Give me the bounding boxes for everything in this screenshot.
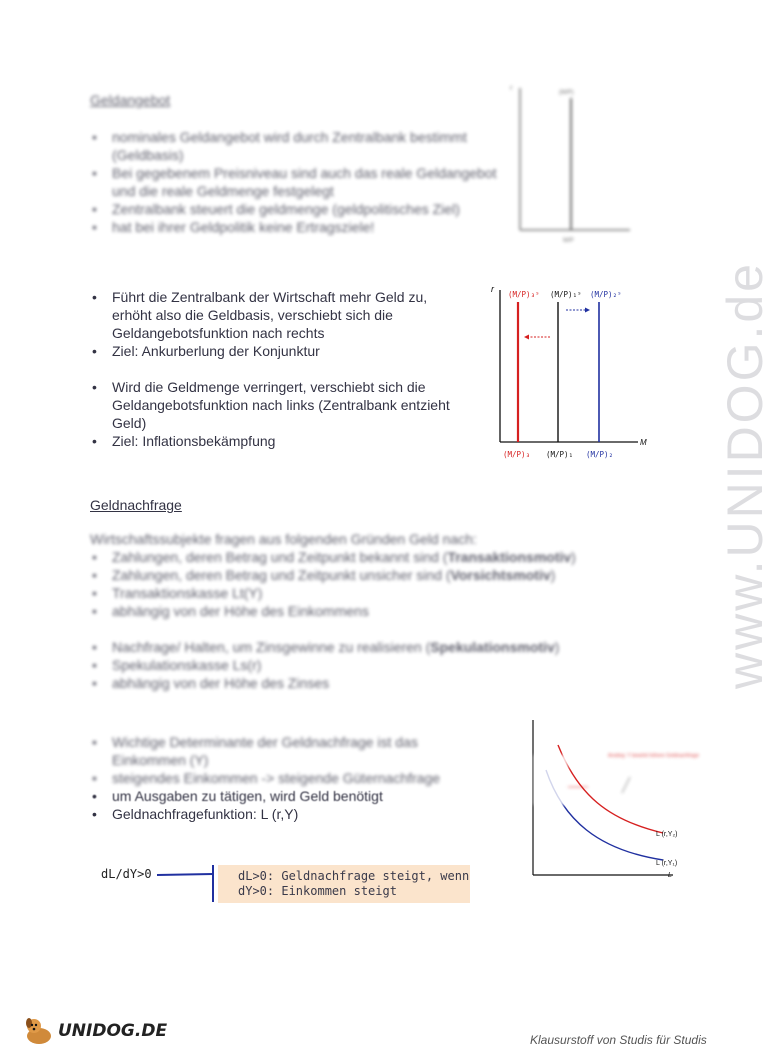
- bullet-list: [90, 548, 630, 692]
- footer-tagline: Klausurstoff von Studis für Studis: [530, 1033, 707, 1047]
- list-item: • Transaktionskasse Lt(Y): [90, 584, 630, 602]
- bullet-list: [90, 288, 460, 450]
- intro-text: Wirtschaftssubjekte fragen aus folgenden Gründen Geld nach:: [90, 531, 477, 547]
- list-item: • abhängig von der Höhe des Einkommens: [90, 602, 630, 620]
- top-label-red: (M/P)₃ˢ: [508, 290, 540, 299]
- dog-logo-icon: [22, 1016, 56, 1046]
- list-item: • Geldnachfragefunktion: L (r,Y): [90, 805, 470, 823]
- annotation-group: [534, 753, 699, 805]
- footer-logo: [22, 1016, 167, 1046]
- bullet-list: [90, 128, 510, 236]
- bottom-label-black: (M/P)₁: [546, 450, 574, 459]
- curve-label-red: L (r,Y₂): [656, 831, 678, 838]
- watermark-text: www.UNIDOG.de: [717, 261, 773, 689]
- list-item: • Führt die Zentralbank der Wirtschaft mehr Geld zu, erhöht also die Geldbasis, verschiebt sich die Geldangebotsfunktion nach rechts: [90, 288, 460, 342]
- top-label-black: (M/P)₁ˢ: [550, 290, 582, 299]
- axis-label-l: L: [668, 872, 672, 879]
- list-item: • Zahlungen, deren Betrag und Zeitpunkt unsicher sind (Vorsichtsmotiv): [90, 566, 630, 584]
- formula-line-2: dY>0: Einkommen steigt: [238, 884, 397, 898]
- list-item: • Wichtige Determinante der Geldnachfrage ist das Einkommen (Y): [90, 733, 470, 769]
- list-item: • Bei gegebenem Preisniveau sind auch das reale Geldangebot und die reale Geldmenge festgelegt: [90, 164, 510, 200]
- bullet-list: [90, 733, 470, 787]
- section-geldangebot: [90, 92, 510, 236]
- money-supply-shift-chart: [488, 282, 653, 462]
- money-demand-chart: [518, 715, 699, 885]
- list-item: • Ziel: Inflationsbekämpfung: [90, 432, 460, 450]
- money-supply-chart-small: [505, 80, 635, 245]
- section-heading-geldnachfrage: Geldnachfrage: [90, 497, 182, 513]
- section-determinants-sharp: [90, 787, 470, 823]
- list-item: • hat bei ihrer Geldpolitik keine Ertragsziele!: [90, 218, 510, 236]
- section-determinants-blurred: [90, 733, 470, 787]
- list-item: • Zahlungen, deren Betrag und Zeitpunkt bekannt sind (Transaktionsmotiv): [90, 548, 630, 566]
- bottom-label-blue: (M/P)₂: [586, 450, 614, 459]
- axis-label-r: r: [510, 85, 513, 92]
- formula-box: [218, 865, 470, 903]
- list-item: • um Ausgaben zu tätigen, wird Geld benötigt: [90, 787, 470, 805]
- arrow-right-head: [585, 308, 590, 313]
- bottom-label-red: (M/P)₃: [503, 450, 531, 459]
- list-item: • abhängig von der Höhe des Zinses: [90, 674, 630, 692]
- curve-label-blue: L (r,Y₁): [656, 860, 678, 867]
- list-item: • Spekulationskasse Ls(r): [90, 656, 630, 674]
- chart-annotation: Anstieg: Y bewirkt höhere Geldnachfrage: [608, 753, 699, 759]
- axis-label-r: r: [491, 284, 494, 294]
- list-item: • Ziel: Ankurberlung der Konjunktur: [90, 342, 460, 360]
- bullet-list: [90, 787, 470, 823]
- supply-label: (M/P): [559, 90, 574, 96]
- top-label-blue: (M/P)₂ˢ: [590, 290, 622, 299]
- list-item: • Nachfrage/ Halten, um Zinsgewinne zu realisieren (Spekulationsmotiv): [90, 638, 630, 656]
- arrow-left-head: [524, 335, 529, 340]
- formula-line-1: dL>0: Geldnachfrage steigt, wenn: [238, 869, 470, 883]
- list-item: • steigendes Einkommen -> steigende Güternachfrage: [90, 769, 470, 787]
- axis-label-m: M: [640, 438, 647, 447]
- formula-label: dL/dY>0: [101, 867, 152, 881]
- axis-label-mp: M/P: [563, 238, 574, 244]
- formula-connector: [155, 862, 220, 907]
- logo-text: UNIDOG.DE: [58, 1021, 168, 1041]
- section-shift-text: [90, 288, 460, 450]
- list-item: • nominales Geldangebot wird durch Zentralbank bestimmt (Geldbasis): [90, 128, 510, 164]
- section-geldnachfrage-body: [90, 530, 630, 692]
- list-item: • Wird die Geldmenge verringert, verschiebt sich die Geldangebotsfunktion nach links (Zentralbank entzieht Geld): [90, 378, 460, 432]
- list-item: • Zentralbank steuert die geldmenge (geldpolitisches Ziel): [90, 200, 510, 218]
- section-heading: Geldangebot: [90, 92, 171, 108]
